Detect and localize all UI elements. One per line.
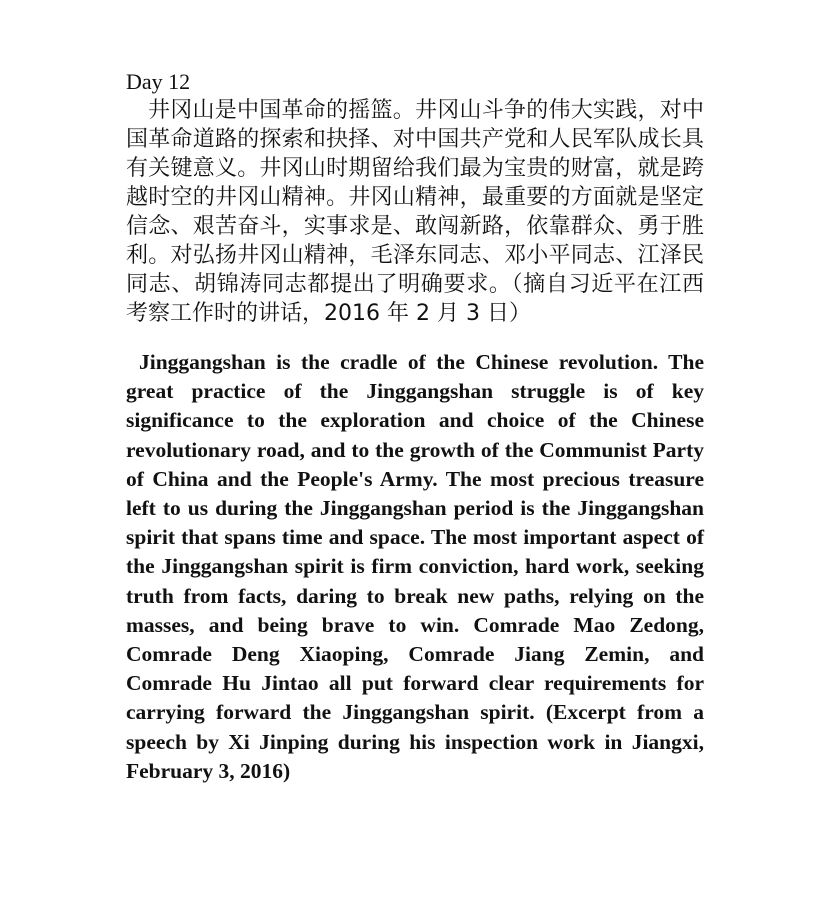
paragraph-spacer [126,328,704,348]
english-paragraph: Jinggangshan is the cradle of the Chinese revolution. The great practice of the Jinggangshan struggle is of key significance to the exploration and choice of the Chinese revolutionary road, and to the growth of the Communist Party of China and the People's Army. The most precious treasure left to us during the Jinggangshan period is the Jinggangshan spirit that spans time and space. The most important aspect of the Jinggangshan spirit is firm conviction, hard work, seeking truth from facts, daring to break new paths, relying on the masses, and being brave to win. Comrade Mao Zedong, Comrade Deng Xiaoping, Comrade Jiang Zemin, and Comrade Hu Jintao all put forward clear requirements for carrying forward the Jinggangshan spirit. (Excerpt from a speech by Xi Jinping during his inspection work in Jiangxi, February 3, 2016) [126,350,704,783]
day-label: Day 12 [126,69,191,94]
chinese-paragraph: 井冈山是中国革命的摇篮。井冈山斗争的伟大实践，对中国革命道路的探索和抉择、对中国共产党和人民军队成长具有关键意义。井冈山时期留给我们最为宝贵的财富，就是跨越时空的井冈山精神。井冈山精神，最重要的方面就是坚定信念、艰苦奋斗，实事求是、敢闯新路，依靠群众、勇于胜利。对弘扬井冈山精神，毛泽东同志、邓小平同志、江泽民同志、胡锦涛同志都提出了明确要求。（摘自习近平在江西考察工作时的讲话，2016 年 2 月 3 日） [126,98,704,326]
document-page [126,68,704,786]
